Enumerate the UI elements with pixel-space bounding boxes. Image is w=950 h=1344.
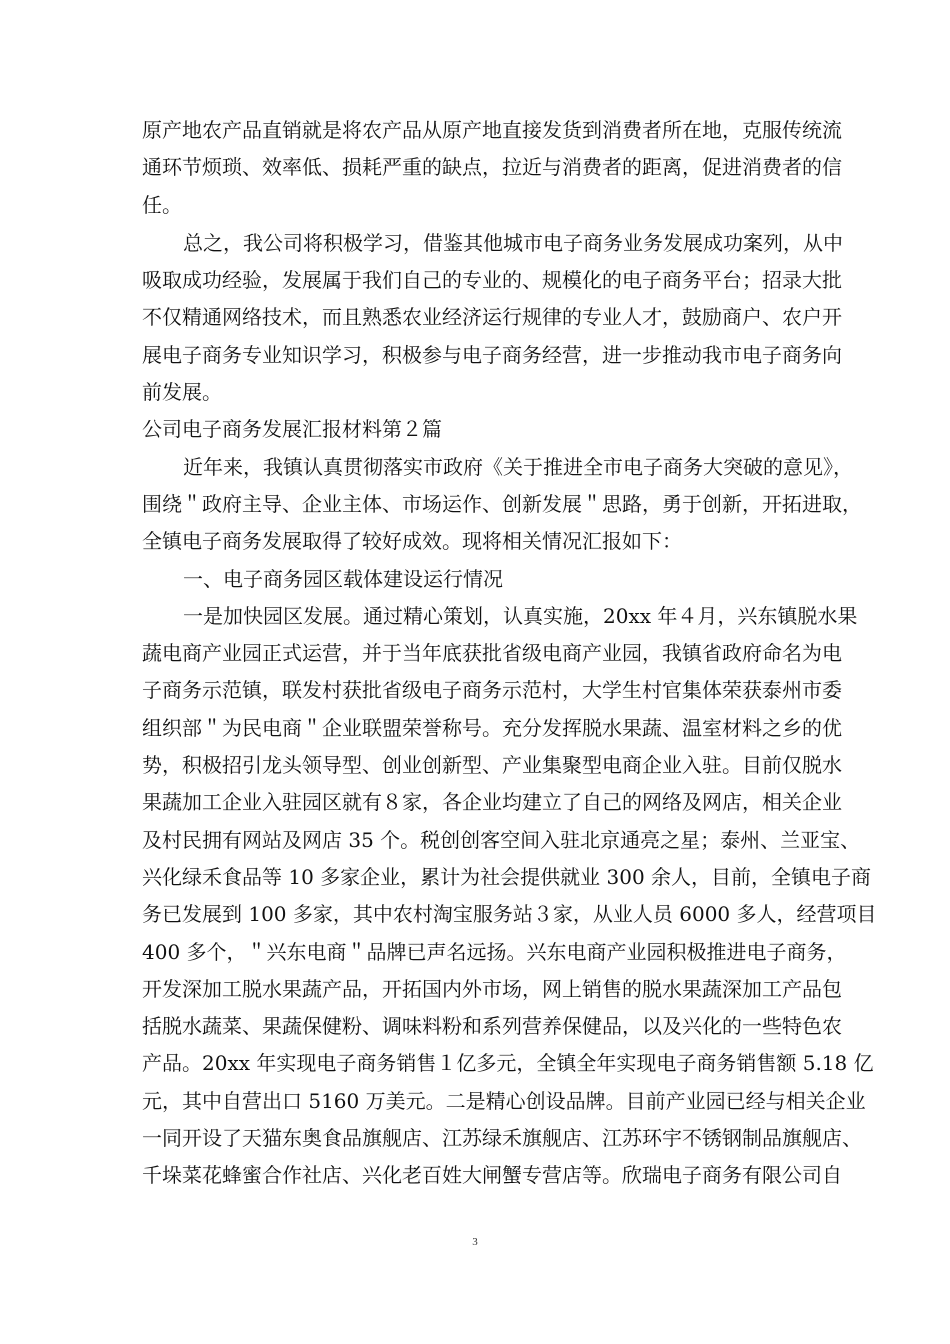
text-line: 前发展。 [142,380,222,405]
text-line: 产品。20xx 年实现电子商务销售１亿多元，全镇全年实现电子商务销售额 5.18 亿 [142,1051,874,1076]
text-line: 务已发展到 100 多家，其中农村淘宝服务站３家，从业人员 6000 多人，经营项目 [142,902,877,927]
text-line: 千垛菜花蜂蜜合作社店、兴化老百姓大闸蟹专营店等。欣瑞电子商务有限公司自 [142,1163,842,1188]
page-number: 3 [472,1236,478,1248]
text-line: 展电子商务专业知识学习，积极参与电子商务经营，进一步推动我市电子商务向 [142,342,842,367]
text-line: 总之，我公司将积极学习，借鉴其他城市电子商务业务发展成功案列，从中 [183,230,843,255]
text-line: 不仅精通网络技术，而且熟悉农业经济运行规律的专业人才，鼓励商户、农户开 [142,305,842,330]
text-line: 势，积极招引龙头领导型、创业创新型、产业集聚型电商企业入驻。目前仅脱水 [142,753,842,778]
text-line: 兴化绿禾食品等 10 多家企业，累计为社会提供就业 300 余人，目前，全镇电子商 [142,864,872,889]
text-line: 一是加快园区发展。通过精心策划，认真实施，20xx 年４月，兴东镇脱水果 [183,603,858,628]
text-line: 原产地农产品直销就是将农产品从原产地直接发货到消费者所在地，克服传统流 [142,118,842,142]
text-line: 吸取成功经验，发展属于我们自己的专业的、规模化的电子商务平台；招录大批 [142,268,842,293]
text-line: 括脱水蔬菜、果蔬保健粉、调味料粉和系列营养保健品，以及兴化的一些特色农 [142,1014,842,1039]
text-line: 通环节烦琐、效率低、损耗严重的缺点，拉近与消费者的距离，促进消费者的信 [142,155,842,180]
document-body [142,112,877,1195]
text-line: 全镇电子商务发展取得了较好成效。现将相关情况汇报如下： [142,529,682,554]
text-line: 400 多个，＂兴东电商＂品牌已声名远扬。兴东电商产业园积极推进电子商务， [142,939,847,964]
section-heading: 公司电子商务发展汇报材料第２篇 [142,417,442,442]
subsection-heading: 一、电子商务园区载体建设运行情况 [183,566,503,591]
text-line: 近年来，我镇认真贯彻落实市政府《关于推进全市电子商务大突破的意见》， [183,454,853,479]
text-line: 一同开设了天猫东奥食品旗舰店、江苏绿禾旗舰店、江苏环宇不锈钢制品旗舰店、 [142,1126,862,1151]
text-line: 围绕＂政府主导、企业主体、市场运作、创新发展＂思路，勇于创新，开拓进取， [142,491,862,516]
text-line: 子商务示范镇，联发村获批省级电子商务示范村，大学生村官集体荣获泰州市委 [142,678,842,703]
text-line: 元，其中自营出口 5160 万美元。二是精心创设品牌。目前产业园已经与相关企业 [142,1088,866,1113]
text-line: 任。 [142,192,182,217]
text-line: 果蔬加工企业入驻园区就有８家，各企业均建立了自己的网络及网店，相关企业 [142,790,842,815]
text-line: 组织部＂为民电商＂企业联盟荣誉称号。充分发挥脱水果蔬、温室材料之乡的优 [142,715,842,740]
text-line: 开发深加工脱水果蔬产品，开拓国内外市场，网上销售的脱水果蔬深加工产品包 [142,976,842,1001]
text-line: 蔬电商产业园正式运营，并于当年底获批省级电商产业园，我镇省政府命名为电 [142,641,842,666]
text-line: 及村民拥有网站及网店 35 个。税创创客空间入驻北京通亮之星；泰州、兰亚宝、 [142,827,861,852]
